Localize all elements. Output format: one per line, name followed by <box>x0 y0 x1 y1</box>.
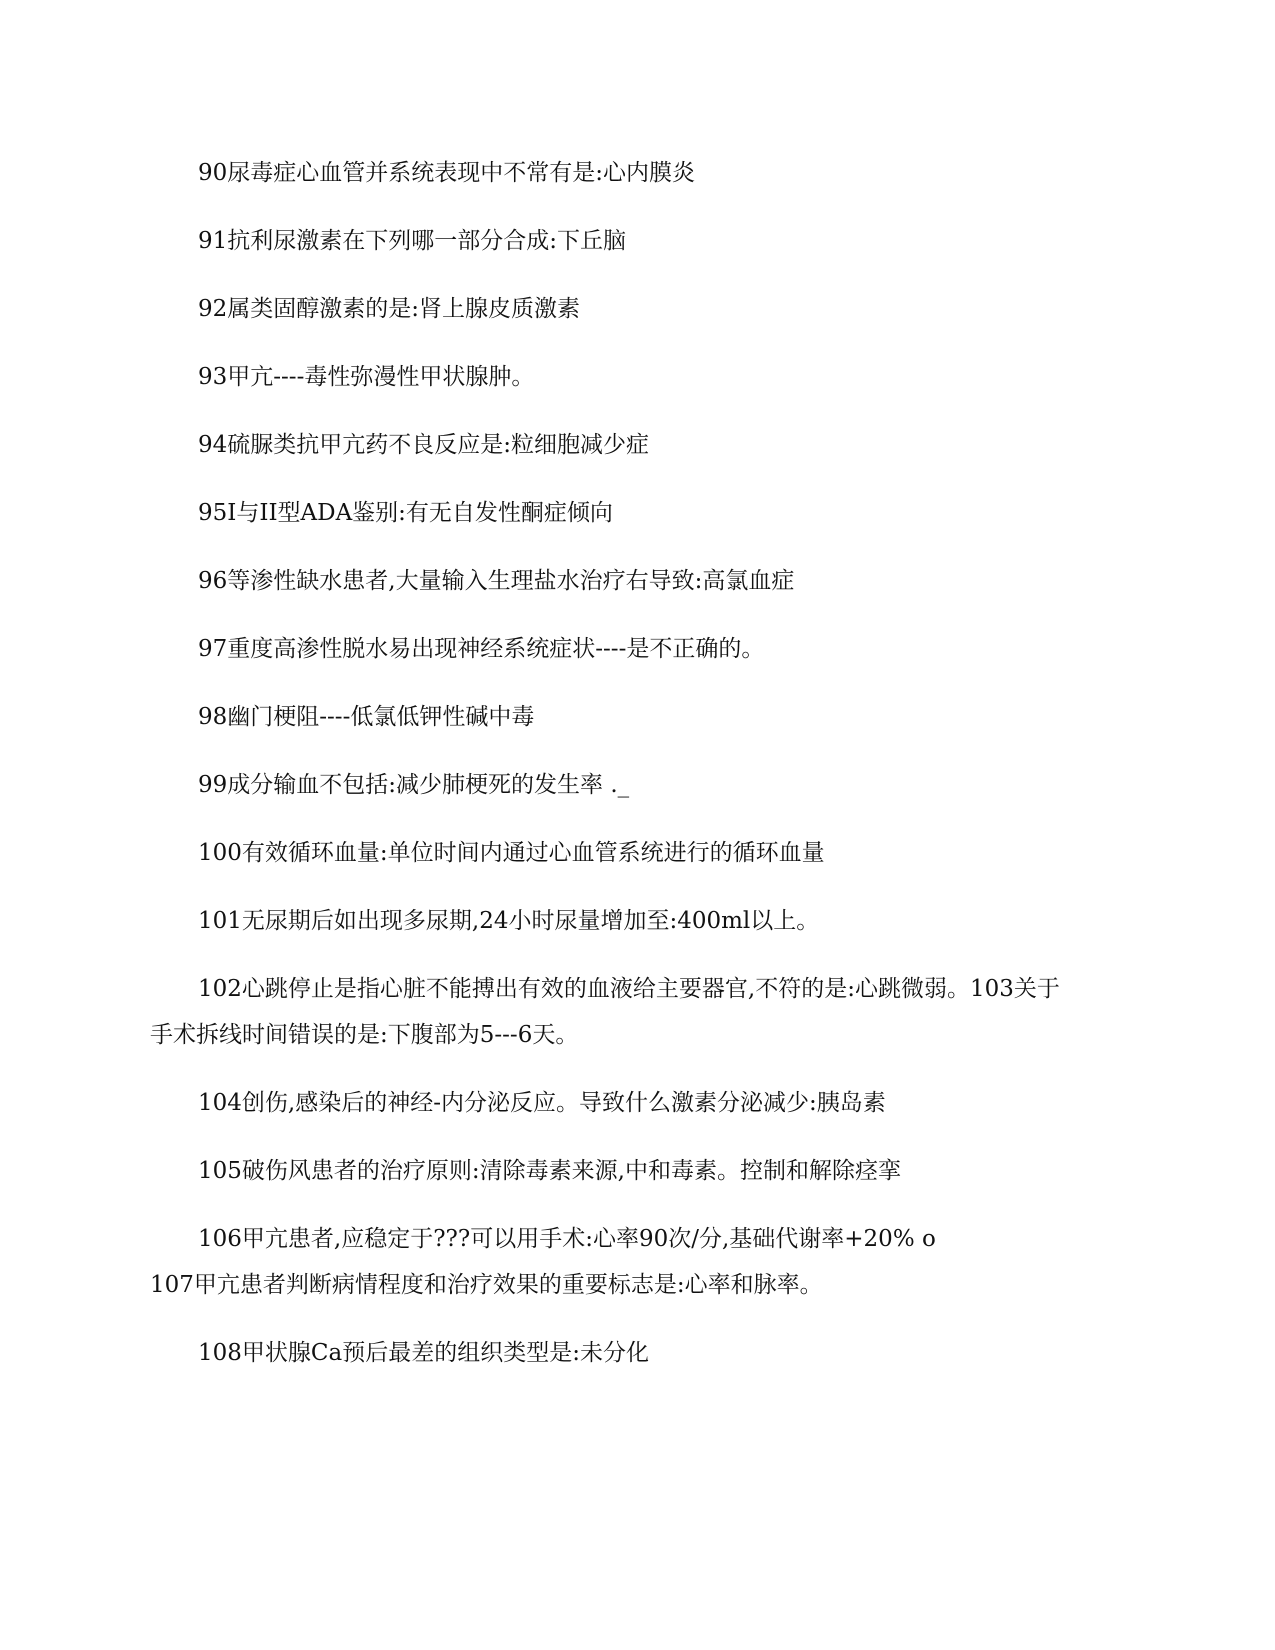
text-line: 101无尿期后如出现多尿期,24小时尿量增加至:400ml以上。 <box>198 908 820 934</box>
text-line: 105破伤风患者的治疗原则:清除毒素来源,中和毒素。控制和解除痉挛 <box>198 1158 901 1184</box>
text-line: 106甲亢患者,应稳定于???可以用手术:心率90次/分,基础代谢率+20% o <box>198 1226 936 1252</box>
text-line: 97重度高渗性脱水易出现神经系统症状----是不正确的。 <box>198 636 765 662</box>
text-line: 91抗利尿激素在下列哪一部分合成:下丘脑 <box>198 228 627 254</box>
text-line: 107甲亢患者判断病情程度和治疗效果的重要标志是:心率和脉率。 <box>150 1272 823 1298</box>
text-line: 100有效循环血量:单位时间内通过心血管系统进行的循环血量 <box>198 840 825 866</box>
text-line: 90尿毒症心血管并系统表现中不常有是:心内膜炎 <box>198 160 696 186</box>
text-line: 93甲亢----毒性弥漫性甲状腺肿。 <box>198 364 535 390</box>
text-line: 手术拆线时间错误的是:下腹部为5---6天。 <box>150 1022 579 1048</box>
text-line: 102心跳停止是指心脏不能搏出有效的血液给主要器官,不符的是:心跳微弱。103关于 <box>198 976 1060 1002</box>
text-line: 98幽门梗阻----低氯低钾性碱中毒 <box>198 704 535 730</box>
text-line: 94硫脲类抗甲亢药不良反应是:粒细胞减少症 <box>198 432 650 458</box>
text-line: 95I与II型ADA鉴别:有无自发性酮症倾向 <box>198 500 613 526</box>
text-line: 96等渗性缺水患者,大量输入生理盐水治疗右导致:高氯血症 <box>198 568 795 594</box>
text-line: 104创伤,感染后的神经-内分泌反应。导致什么激素分泌减少:胰岛素 <box>198 1090 886 1116</box>
text-line: 92属类固醇激素的是:肾上腺皮质激素 <box>198 296 581 322</box>
text-line: 99成分输血不包括:减少肺梗死的发生率 ._ <box>198 772 630 798</box>
text-line: 108甲状腺Ca预后最差的组织类型是:未分化 <box>198 1340 649 1366</box>
